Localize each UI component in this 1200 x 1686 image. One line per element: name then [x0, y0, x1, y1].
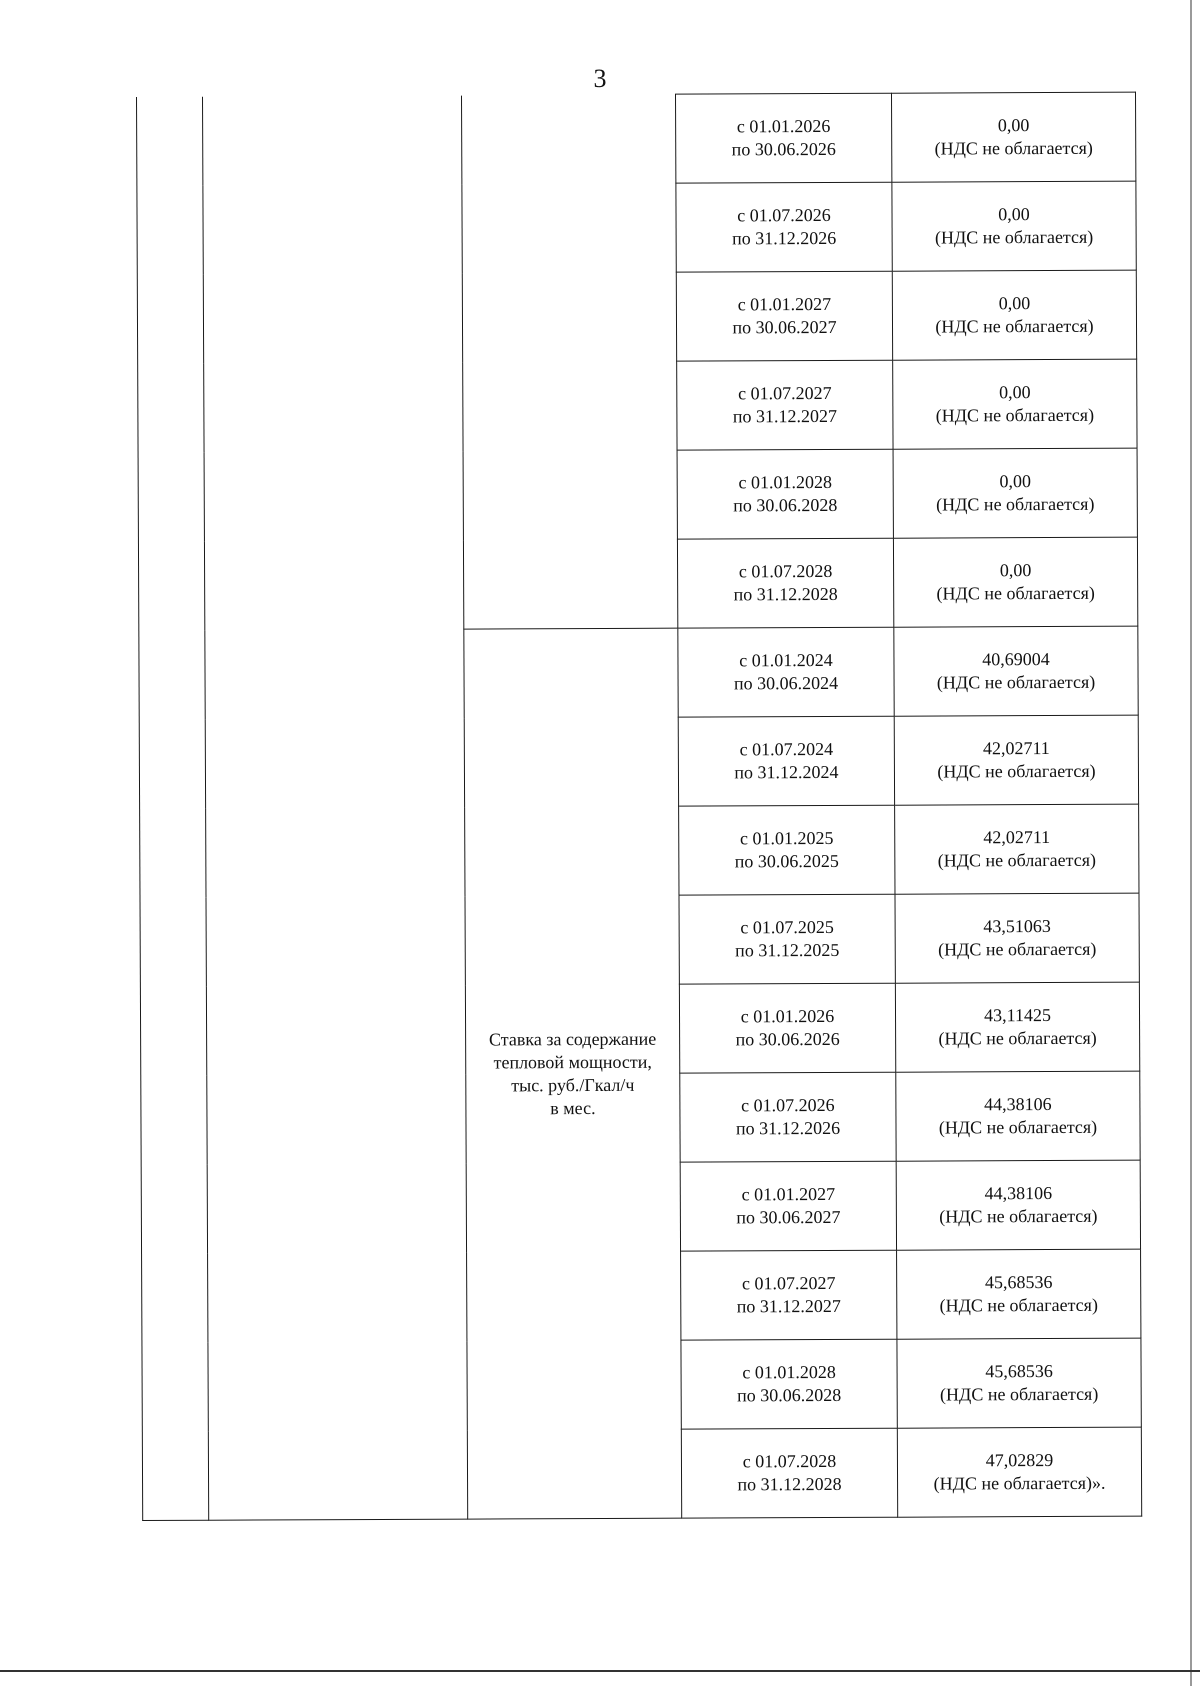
period-from: с 01.01.2028: [742, 1361, 836, 1383]
indicator-line: тепловой мощности,: [493, 1051, 652, 1072]
scan-bottom-edge: [0, 1670, 1200, 1672]
tariff-value: 0,00: [999, 560, 1032, 581]
vat-note: (НДС не облагается)».: [933, 1472, 1106, 1494]
tariff-value: 42,02711: [983, 827, 1051, 848]
tariff-value: 42,02711: [982, 738, 1050, 759]
period-to: по 31.12.2027: [736, 1295, 841, 1317]
value-cell: [894, 626, 1138, 716]
period-to: по 31.12.2025: [735, 939, 840, 961]
indicator-line: тыс. руб./Гкал/ч: [511, 1074, 635, 1095]
period-to: по 31.12.2028: [737, 1473, 842, 1495]
period-cell: [680, 1161, 896, 1251]
period-to: по 31.12.2027: [732, 405, 838, 427]
period-cell: [681, 1428, 897, 1518]
vat-note: (НДС не облагается): [938, 1027, 1097, 1049]
period-to: по 30.06.2026: [735, 1028, 840, 1050]
period-from: с 01.01.2025: [739, 827, 834, 849]
vat-note: (НДС не облагается): [938, 938, 1097, 960]
vat-note: (НДС не облагается): [939, 1205, 1098, 1227]
tariff-value: 45,68536: [984, 1272, 1053, 1293]
period-to: по 30.06.2026: [731, 138, 836, 160]
period-cell: [678, 716, 894, 806]
tariff-value: 0,00: [998, 293, 1031, 314]
value-cell: [892, 181, 1136, 271]
tariff-value: 0,00: [997, 115, 1030, 136]
period-from: с 01.07.2028: [742, 1450, 837, 1472]
vat-note: (НДС не облагается): [936, 582, 1095, 604]
period-from: с 01.07.2025: [740, 916, 834, 938]
vat-note: (НДС не облагается): [935, 315, 1094, 337]
organization-name-cell: [203, 95, 468, 1520]
tariff-value: 44,38106: [984, 1094, 1052, 1115]
period-to: по 30.06.2028: [737, 1384, 842, 1406]
period-cell: [676, 271, 892, 361]
tariff-value: 44,38106: [984, 1183, 1053, 1204]
tariff-value: 45,68536: [985, 1361, 1053, 1382]
period-from: с 01.01.2024: [739, 649, 833, 671]
period-from: с 01.01.2027: [737, 293, 832, 315]
indicator-line: в мес.: [550, 1097, 596, 1118]
period-from: с 01.07.2028: [738, 560, 833, 582]
period-cell: [680, 1072, 896, 1162]
value-cell: [897, 1427, 1141, 1517]
period-cell: [679, 805, 895, 895]
period-from: с 01.01.2028: [738, 471, 832, 493]
period-cell: [678, 627, 894, 717]
value-cell: [891, 92, 1135, 182]
period-to: по 31.12.2026: [735, 1117, 841, 1139]
period-from: с 01.07.2026: [741, 1094, 835, 1116]
vat-note: (НДС не облагается): [937, 760, 1096, 782]
period-to: по 30.06.2027: [732, 316, 837, 338]
value-cell: [896, 1071, 1140, 1161]
period-from: с 01.01.2027: [741, 1183, 836, 1205]
value-cell: [895, 804, 1139, 894]
tariff-value: 40,69004: [982, 649, 1050, 670]
tariff-table: [136, 92, 1142, 1521]
row-number-cell: [137, 96, 209, 1520]
period-from: с 01.07.2027: [741, 1272, 836, 1294]
period-from: с 01.07.2027: [738, 382, 832, 404]
period-from: с 01.01.2026: [740, 1005, 835, 1027]
value-cell: [897, 1338, 1141, 1428]
period-to: по 31.12.2024: [734, 761, 839, 783]
period-to: по 31.12.2028: [733, 583, 838, 605]
period-to: по 30.06.2024: [733, 672, 839, 694]
period-from: с 01.01.2026: [736, 115, 831, 137]
period-cell: [681, 1250, 897, 1340]
period-to: по 30.06.2028: [733, 494, 838, 516]
period-from: с 01.07.2026: [737, 204, 831, 226]
vat-note: (НДС не облагается): [934, 226, 1094, 248]
value-cell: [896, 1160, 1140, 1250]
vat-note: (НДС не облагается): [937, 849, 1097, 871]
tariff-value: 0,00: [999, 471, 1031, 492]
vat-note: (НДС не облагается): [939, 1383, 1099, 1405]
indicator-line: Ставка за содержание: [488, 1028, 657, 1049]
value-cell: [893, 537, 1137, 627]
period-to: по 31.12.2026: [732, 227, 837, 249]
value-cell: [893, 448, 1137, 538]
period-from: с 01.07.2024: [739, 738, 834, 760]
vat-note: (НДС не облагается): [935, 404, 1095, 426]
period-cell: [677, 538, 893, 628]
period-cell: [681, 1339, 897, 1429]
value-cell: [893, 359, 1137, 449]
period-cell: [679, 983, 895, 1073]
tariff-value: 43,51063: [983, 916, 1051, 937]
vat-note: (НДС не облагается): [938, 1116, 1098, 1138]
period-to: по 30.06.2025: [734, 850, 839, 872]
tariff-value: 47,02829: [985, 1450, 1054, 1471]
page-number: 3: [593, 64, 607, 93]
period-cell: [676, 182, 892, 272]
value-cell: [897, 1249, 1141, 1339]
vat-note: (НДС не облагается): [936, 493, 1095, 515]
value-cell: [895, 982, 1139, 1072]
period-cell: [677, 449, 893, 539]
value-cell: [892, 270, 1136, 360]
period-to: по 30.06.2027: [736, 1206, 841, 1228]
indicator-cell-capacity-rate: [464, 628, 682, 1519]
tariff-table-body: [137, 92, 1142, 1520]
vat-note: (НДС не облагается): [934, 137, 1093, 159]
tariff-value: 43,11425: [984, 1005, 1051, 1026]
period-cell: [679, 894, 895, 984]
vat-note: (НДС не облагается): [939, 1294, 1098, 1316]
indicator-label: [466, 1027, 679, 1120]
scan-right-edge: [1190, 0, 1192, 1686]
period-cell: [677, 360, 893, 450]
table-row: [137, 92, 1136, 185]
value-cell: [895, 893, 1139, 983]
period-cell: [675, 93, 891, 183]
vat-note: (НДС не облагается): [936, 671, 1096, 693]
value-cell: [894, 715, 1138, 805]
tariff-value: 0,00: [999, 382, 1031, 403]
indicator-cell-previous: [461, 94, 677, 629]
tariff-value: 0,00: [998, 204, 1030, 225]
